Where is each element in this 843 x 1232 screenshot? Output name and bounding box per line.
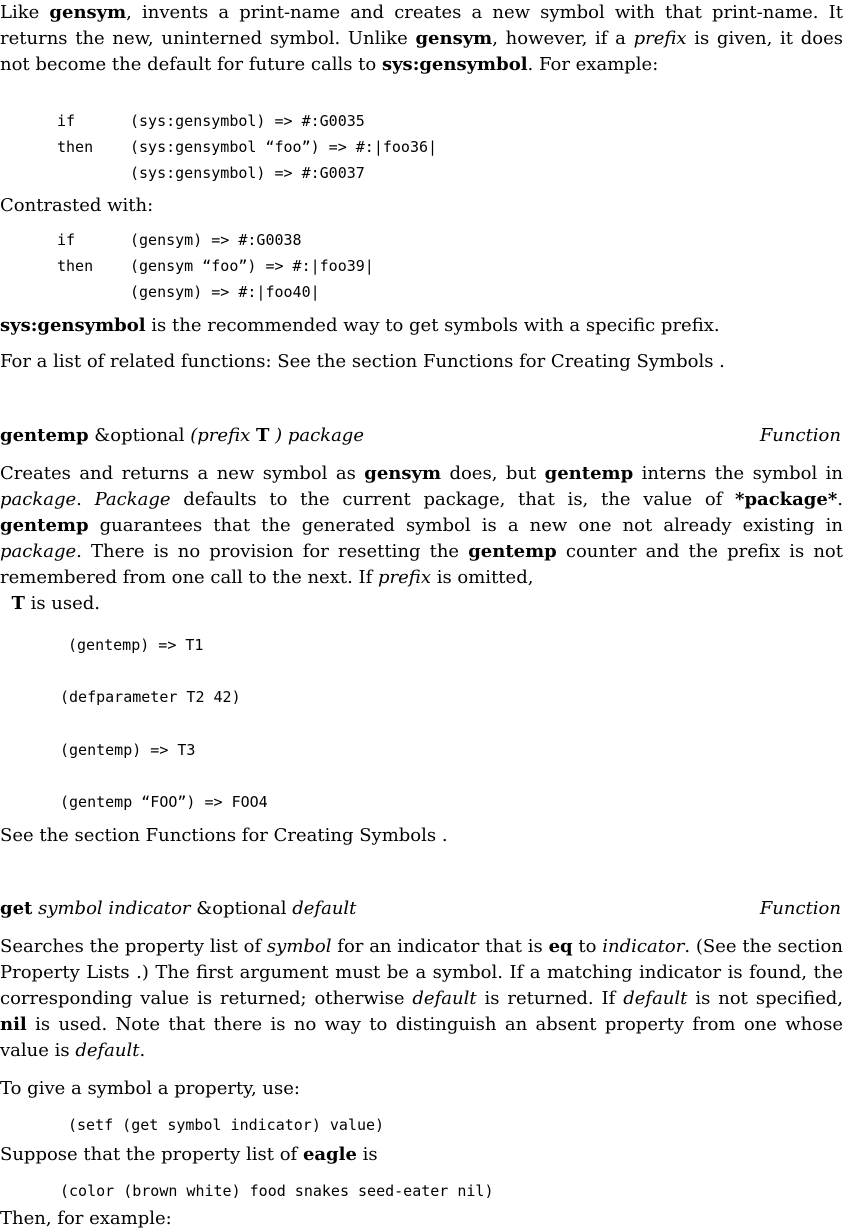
code-expression: (gensym “foo”) => #:|foo39| bbox=[130, 257, 374, 275]
text: is used. bbox=[24, 593, 101, 614]
text: To give a symbol a property, use: bbox=[0, 1078, 300, 1099]
text: Suppose that the property list of bbox=[0, 1144, 303, 1165]
text: is used. Note that there is no way to distinguish an absent property from one whose value is bbox=[0, 1014, 843, 1061]
term: gensym bbox=[364, 463, 442, 484]
term-prefix: prefix bbox=[633, 28, 687, 49]
text: is omitted, bbox=[430, 567, 534, 588]
text: . bbox=[76, 489, 95, 510]
suppose-line bbox=[0, 1142, 843, 1168]
code-expression: (sys:gensymbol) => #:G0037 bbox=[130, 164, 365, 182]
text: is given, it does not become the default for future calls to bbox=[0, 28, 843, 75]
text: Searches the property list of bbox=[0, 936, 267, 957]
text: . For example: bbox=[527, 54, 659, 75]
term: prefix bbox=[378, 567, 431, 588]
contrast-label bbox=[0, 193, 843, 219]
text: Creates and returns a new symbol as bbox=[0, 463, 365, 484]
then-label bbox=[0, 1206, 843, 1232]
term-sys-gensymbol: sys:gensymbol bbox=[381, 54, 528, 75]
lambda-keyword: &optional bbox=[88, 425, 191, 446]
gentemp-description bbox=[0, 461, 843, 617]
code-line: (defparameter T2 42) bbox=[60, 688, 241, 706]
lambda-keyword: &optional bbox=[190, 898, 293, 919]
parameter: symbol indicator bbox=[32, 898, 191, 919]
term-gensym: gensym bbox=[49, 2, 127, 23]
function-name: get bbox=[0, 898, 33, 919]
code-expression: (gensym) => #:G0038 bbox=[130, 231, 302, 249]
term: default bbox=[623, 988, 688, 1009]
parameter: default bbox=[292, 898, 357, 919]
term: default bbox=[75, 1040, 140, 1061]
recommend-paragraph bbox=[0, 313, 843, 339]
text: does, but bbox=[441, 463, 545, 484]
text: , however, if a bbox=[492, 28, 634, 49]
text: . (See the section Property Lists .) The first argument must be a symbol. If a matching indicator is found, the corresponding value is returned; otherwise bbox=[0, 936, 843, 1009]
text: defaults to the current package, that is, the value of bbox=[170, 489, 736, 510]
text: Then, for example: bbox=[0, 1208, 172, 1229]
get-signature bbox=[0, 896, 843, 922]
term-gensym: gensym bbox=[415, 28, 493, 49]
term: gentemp bbox=[468, 541, 557, 562]
entry-kind-label: Function bbox=[759, 898, 841, 919]
cross-reference: See the section Functions for Creating Symbols . bbox=[0, 825, 448, 846]
text: counter and the prefix is not remembered from one call to the next. If bbox=[0, 541, 843, 588]
code-line: (gentemp) => T1 bbox=[68, 636, 204, 654]
get-description bbox=[0, 934, 843, 1064]
text: interns the symbol in bbox=[633, 463, 843, 484]
intro-paragraph bbox=[0, 0, 843, 78]
term-sys-gensymbol: sys:gensymbol bbox=[0, 315, 146, 336]
code-line: (gentemp) => T3 bbox=[60, 741, 196, 759]
text: Contrasted with: bbox=[0, 195, 154, 216]
term: package bbox=[0, 489, 77, 510]
text: to bbox=[572, 936, 603, 957]
parameter: ) package bbox=[269, 425, 364, 446]
code-keyword: if bbox=[57, 231, 76, 249]
text: is not specified, bbox=[687, 988, 843, 1009]
related-functions-line bbox=[0, 349, 843, 375]
parameter: (prefix bbox=[190, 425, 256, 446]
text: . bbox=[139, 1040, 146, 1061]
term: indicator bbox=[602, 936, 685, 957]
code-expression: (gensym) => #:|foo40| bbox=[130, 283, 320, 301]
text: . bbox=[837, 489, 843, 510]
term: symbol bbox=[266, 936, 332, 957]
text: . There is no provision for resetting the bbox=[76, 541, 469, 562]
text: is bbox=[356, 1144, 378, 1165]
term: default bbox=[412, 988, 477, 1009]
code-keyword: then bbox=[57, 138, 94, 156]
entry-kind-label: Function bbox=[759, 425, 841, 446]
code-line: (color (brown white) food snakes seed-eater nil) bbox=[60, 1182, 494, 1200]
default-value: T bbox=[255, 425, 270, 446]
term: Package bbox=[94, 489, 171, 510]
code-line: (gentemp “FOO”) => FOO4 bbox=[60, 793, 268, 811]
text: , invents a print-name and creates a new symbol with that print-name. It returns the new, uninterned symbol. Unlike bbox=[0, 2, 843, 49]
code-keyword: then bbox=[57, 257, 94, 275]
term: gentemp bbox=[544, 463, 634, 484]
gentemp-see-also bbox=[0, 823, 843, 849]
code-expression: (sys:gensymbol) => #:G0035 bbox=[130, 112, 365, 130]
gentemp-signature bbox=[0, 423, 843, 449]
term: eq bbox=[548, 936, 573, 957]
code-keyword: if bbox=[57, 112, 76, 130]
code-expression: (sys:gensymbol “foo”) => #:|foo36| bbox=[130, 138, 438, 156]
term: eagle bbox=[302, 1144, 357, 1165]
term: package bbox=[0, 541, 77, 562]
function-name: gentemp bbox=[0, 425, 89, 446]
give-property-label bbox=[0, 1076, 843, 1102]
term: nil bbox=[0, 1014, 27, 1035]
text: is the recommended way to get symbols with a specific prefix. bbox=[145, 315, 720, 336]
text: for an indicator that is bbox=[331, 936, 549, 957]
text: is returned. If bbox=[476, 988, 624, 1009]
cross-reference: For a list of related functions: See the section Functions for Creating Symbols . bbox=[0, 351, 725, 372]
term: T bbox=[11, 593, 25, 614]
term: *package* bbox=[735, 489, 838, 510]
code-line: (setf (get symbol indicator) value) bbox=[68, 1116, 385, 1134]
text: Like bbox=[0, 2, 50, 23]
term: gentemp bbox=[0, 515, 89, 536]
text: guarantees that the generated symbol is a new one not already existing in bbox=[88, 515, 843, 536]
